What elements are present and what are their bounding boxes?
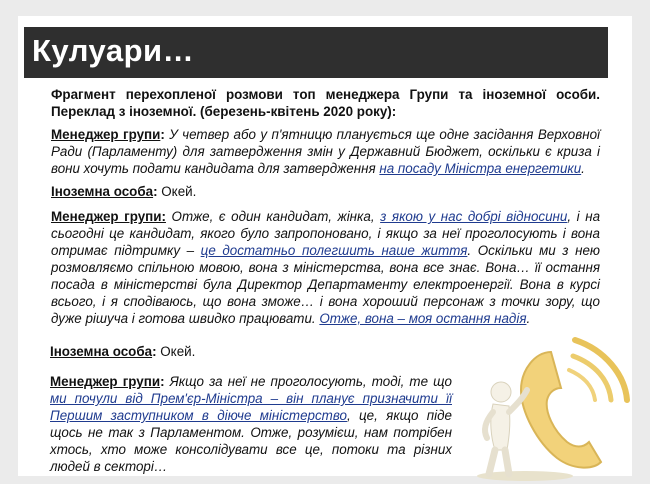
speaker-colon: :: [152, 344, 157, 359]
intro-text: Фрагмент перехопленої розмови топ менеджера Групи та іноземної особи. Переклад з іноземної. (березень-квітень 2020 року):: [51, 87, 600, 119]
dialogue-text: . Оскільки ми з нею розмовляємо спільною мовою, вона з міністерства, вона все знає. Вона… її остання посада в міністерстві була Директор Департаменту електроенергії. Вона в курсі всього, і я сподіваюсь, що вона зможе… і вона хороший персонаж з точки зору, що дуже рішуча і готова швидко працювати.: [51, 243, 600, 326]
dialogue-text: Отже, є один кандидат, жінка,: [165, 209, 381, 224]
dialogue-manager-1: [51, 126, 600, 177]
hyperlink[interactable]: на посаду Міністра енергетики: [379, 161, 582, 176]
dialogue-text: Окей.: [156, 344, 196, 359]
hyperlink[interactable]: Отже, вона – моя остання надія: [319, 311, 527, 326]
speaker-label: Менеджер групи: [51, 127, 161, 142]
dialogue-text: Якщо за неї не проголосують, тоді, те що: [164, 374, 452, 389]
speaker-colon: :: [160, 127, 165, 142]
speaker-colon: :: [160, 374, 165, 389]
dialogue-text: Окей.: [157, 184, 197, 199]
dialogue-manager-2: [51, 208, 600, 327]
dialogue-text: .: [581, 161, 585, 176]
title-bar: [24, 27, 608, 78]
hyperlink[interactable]: з якою у нас добрі відносини: [380, 209, 568, 224]
page-title: Кулуари…: [32, 33, 195, 68]
speaker-label: Менеджер групи:: [51, 209, 166, 224]
speaker-label: Іноземна особа: [50, 344, 153, 359]
dialogue-text: .: [526, 311, 531, 326]
speaker-colon: :: [153, 184, 158, 199]
dialogue-text: , і на сьогодні це кандидат, якого було запропоновано, і якщо за неї проголосують і вона отримає підтримку –: [51, 209, 601, 258]
speaker-label: Іноземна особа: [51, 184, 154, 199]
dialogue-foreign-2: [50, 343, 452, 360]
dialogue-text: У четвер або у п'ятницю планується ще одне засідання Верховної Ради (Парламенту) для затвердження змін у Державний Бюджет, оскільки є криза і вони хочуть подати кандидата для затвердження: [51, 127, 600, 176]
hyperlink[interactable]: це достатньо полегшить наше життя: [200, 243, 468, 258]
speaker-label: Менеджер групи: [50, 374, 161, 389]
telephone-handset-figure-icon: [455, 330, 641, 482]
dialogue-foreign-1: [51, 183, 600, 200]
hyperlink[interactable]: ми почули від Прем'єр-Міністра – він планує призначити її Першим заступником в діюче міністерство: [50, 391, 452, 423]
dialogue-text: , це, якщо піде щось не так з Парламентом. Отже, розумієш, нам потрібен хтось, хто може консолідувати все це, потоки та різних людей в секторі…: [50, 408, 453, 474]
dialogue-manager-3: [50, 373, 452, 475]
